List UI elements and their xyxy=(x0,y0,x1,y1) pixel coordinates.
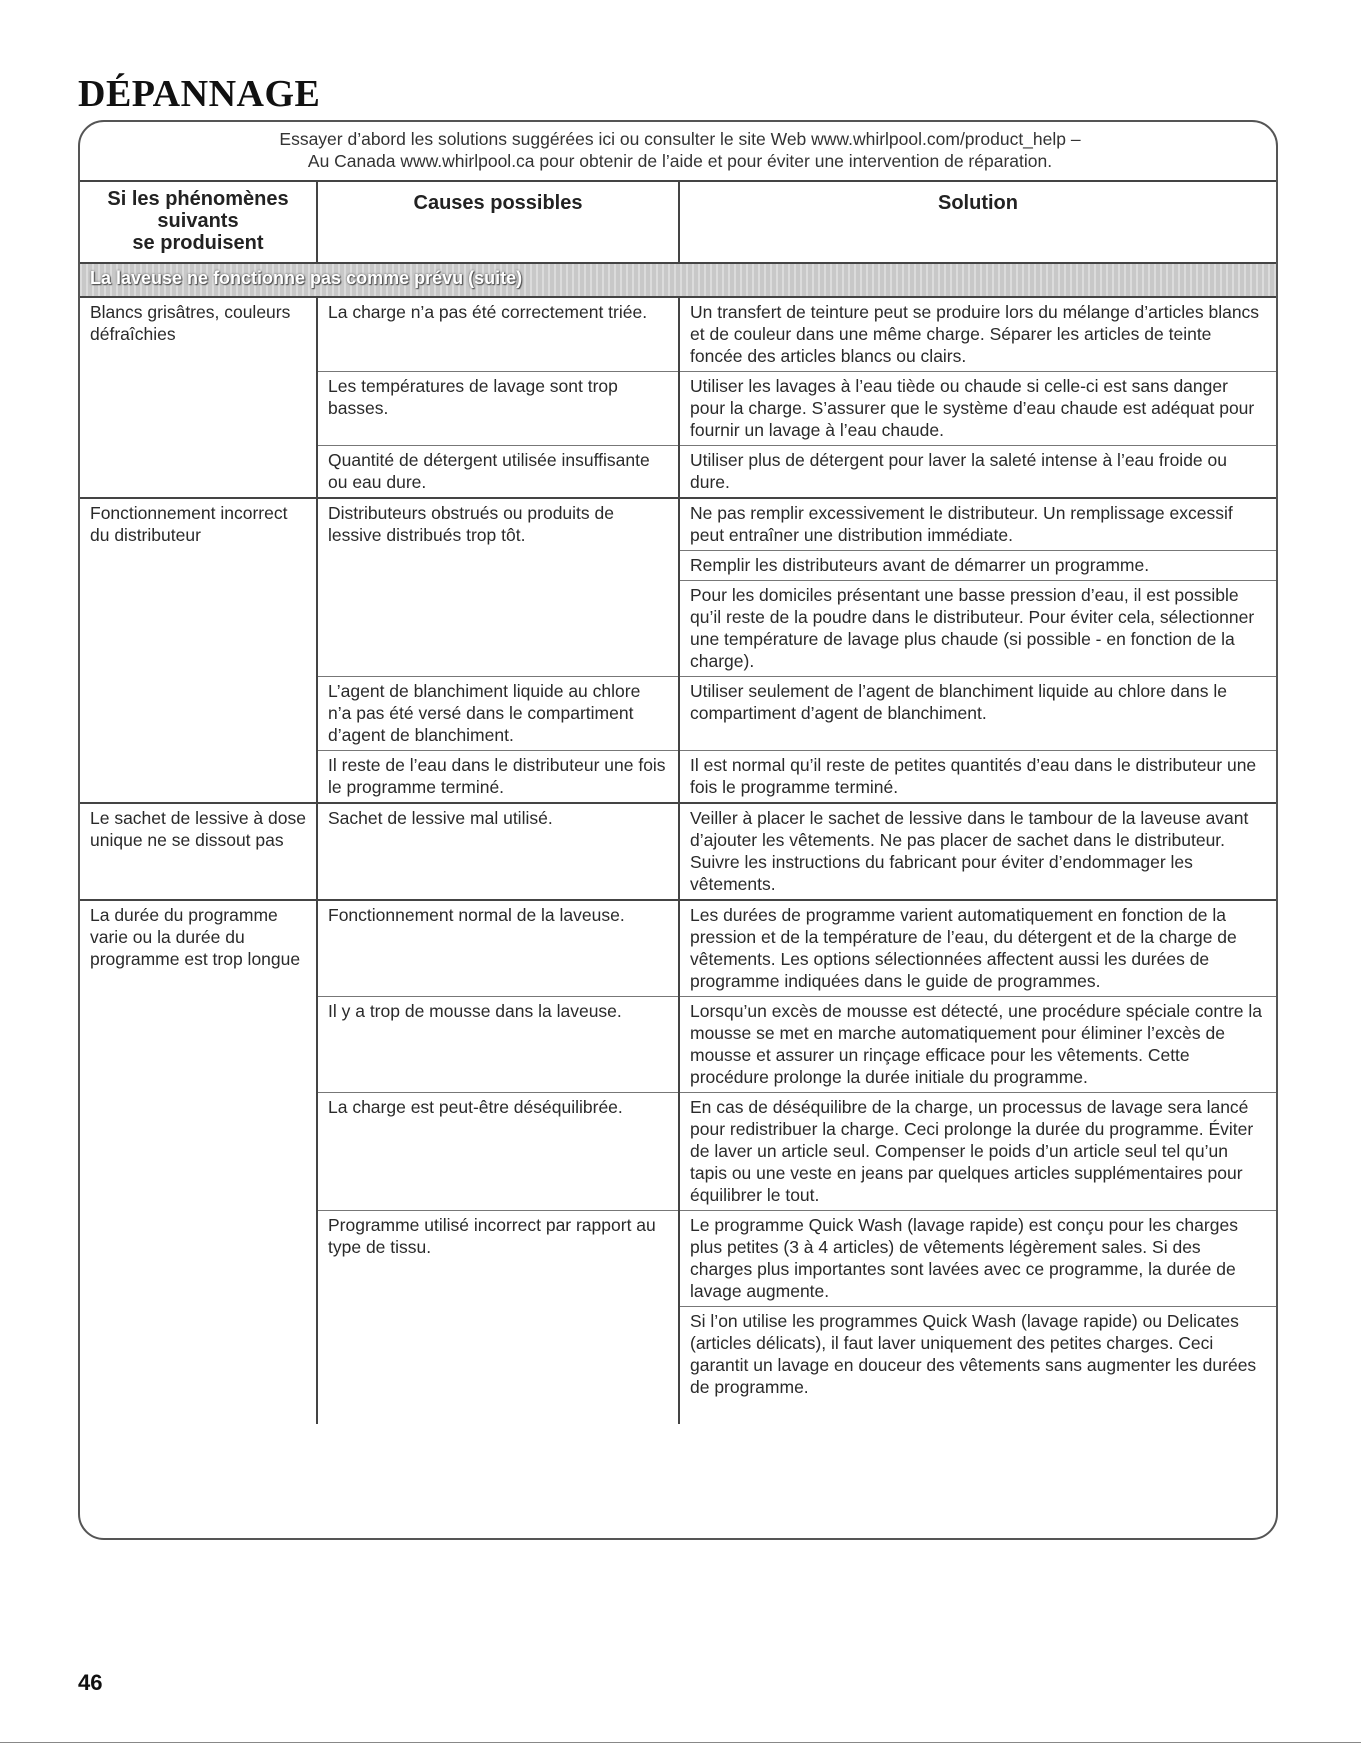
solution-item: Si l’on utilise les programmes Quick Wash (lavage rapide) ou Delicates (articles délicats), il faut laver uniquement des petites charges. Ceci garantit un lavage en douceur des vêtements sans augmenter les durées de programme. xyxy=(680,1306,1276,1424)
intro-text xyxy=(150,128,1210,172)
solution-item: Le programme Quick Wash (lavage rapide) est conçu pour les charges plus petites (3 à 4 articles) de vêtements légèrement sales. Si des charges plus importantes sont lavées avec ce programme, la durée de lavage augmente. xyxy=(690,1215,1238,1301)
header-symptoms-line-1: Si les phénomènes xyxy=(107,188,289,210)
cause-cell: La charge est peut-être déséquilibrée. xyxy=(317,1093,679,1211)
troubleshooting-table xyxy=(80,180,1276,1424)
section-row xyxy=(80,263,1276,297)
cause-cell: Sachet de lessive mal utilisé. xyxy=(317,803,679,900)
header-row xyxy=(80,181,1276,263)
cause-cell: Quantité de détergent utilisée insuffisante ou eau dure. xyxy=(317,446,679,499)
solution-cell: Un transfert de teinture peut se produire lors du mélange d’articles blancs et de couleur dans une même charge. Séparer les articles de teinte foncée des articles blancs ou clairs. xyxy=(679,297,1276,372)
cause-cell: La charge n’a pas été correctement triée. xyxy=(317,297,679,372)
solution-cell: Les durées de programme varient automatiquement en fonction de la pression et de la température de l’eau, du détergent et de la charge de vêtements. Les options sélectionnées affectent aussi les durées de programme indiquées dans le guide de programmes. xyxy=(679,900,1276,997)
intro-line-1: Essayer d’abord les solutions suggérées ici ou consulter le site Web www.whirlpool.com/product_help – xyxy=(279,129,1081,149)
solution-cell: Veiller à placer le sachet de lessive dans le tambour de la laveuse avant d’ajouter les vêtements. Ne pas placer de sachet dans le distributeur. Suivre les instructions du fabricant pour éviter d’endommager les vêtements. xyxy=(679,803,1276,900)
page-title: DÉPANNAGE xyxy=(78,73,321,115)
solution-cell xyxy=(679,1211,1276,1425)
solution-item: Pour les domiciles présentant une basse pression d’eau, il est possible qu’il reste de la poudre dans le distributeur. Pour éviter cela, sélectionner une température de lavage plus chaude (si possible - en fonction de la charge). xyxy=(680,580,1276,676)
symptom-cell: Le sachet de lessive à dose unique ne se dissout pas xyxy=(80,803,317,900)
header-symptoms-line-2: suivants xyxy=(157,210,239,232)
cause-cell: Les températures de lavage sont trop basses. xyxy=(317,372,679,446)
table-row xyxy=(80,297,1276,372)
cause-cell: Il reste de l’eau dans le distributeur une fois le programme terminé. xyxy=(317,751,679,804)
header-solution: Solution xyxy=(679,181,1276,263)
solution-cell: Il est normal qu’il reste de petites quantités d’eau dans le distributeur une fois le programme terminé. xyxy=(679,751,1276,804)
header-symptoms-line-3: se produisent xyxy=(132,232,264,254)
cause-cell: Il y a trop de mousse dans la laveuse. xyxy=(317,997,679,1093)
cause-cell: Fonctionnement normal de la laveuse. xyxy=(317,900,679,997)
solution-cell: Utiliser plus de détergent pour laver la saleté intense à l’eau froide ou dure. xyxy=(679,446,1276,499)
section-heading: La laveuse ne fonctionne pas comme prévu (suite) xyxy=(80,263,1276,297)
solution-cell: Utiliser les lavages à l’eau tiède ou chaude si celle-ci est sans danger pour la charge. S’assurer que le système d’eau chaude est adéquat pour fournir un lavage à l’eau chaude. xyxy=(679,372,1276,446)
solution-item: Ne pas remplir excessivement le distributeur. Un remplissage excessif peut entraîner une distribution immédiate. xyxy=(690,503,1233,545)
solution-cell: Lorsqu’un excès de mousse est détecté, une procédure spéciale contre la mousse se met en marche automatiquement pour éliminer l’excès de mousse et assurer un rinçage efficace pour les vêtements. Cette procédure prolonge la durée initiale du programme. xyxy=(679,997,1276,1093)
table-row xyxy=(80,498,1276,677)
symptom-cell: Fonctionnement incorrect du distributeur xyxy=(80,498,317,803)
table-row xyxy=(80,803,1276,900)
symptom-cell: Blancs grisâtres, couleurs défraîchies xyxy=(80,297,317,498)
cause-cell: Distributeurs obstrués ou produits de lessive distribués trop tôt. xyxy=(317,498,679,677)
bottom-rule xyxy=(0,1742,1361,1743)
symptom-cell: La durée du programme varie ou la durée du programme est trop longue xyxy=(80,900,317,1424)
cause-cell: Programme utilisé incorrect par rapport au type de tissu. xyxy=(317,1211,679,1425)
header-causes: Causes possibles xyxy=(317,181,679,263)
solution-cell: En cas de déséquilibre de la charge, un processus de lavage sera lancé pour redistribuer la charge. Ceci prolonge la durée du programme. Éviter de laver un article seul. Compenser le poids d’un article seul tel qu’un tapis ou une veste en jeans par quelques articles supplémentaires pour équilibrer le tout. xyxy=(679,1093,1276,1211)
solution-cell: Utiliser seulement de l’agent de blanchiment liquide au chlore dans le compartiment d’agent de blanchiment. xyxy=(679,677,1276,751)
table-row xyxy=(80,900,1276,997)
intro-line-2: Au Canada www.whirlpool.ca pour obtenir de l’aide et pour éviter une intervention de réparation. xyxy=(307,151,1053,171)
header-symptoms xyxy=(80,181,317,263)
solution-cell xyxy=(679,498,1276,677)
page-number: 46 xyxy=(78,1670,103,1695)
solution-item: Remplir les distributeurs avant de démarrer un programme. xyxy=(680,550,1276,580)
cause-cell: L’agent de blanchiment liquide au chlore n’a pas été versé dans le compartiment d’agent de blanchiment. xyxy=(317,677,679,751)
